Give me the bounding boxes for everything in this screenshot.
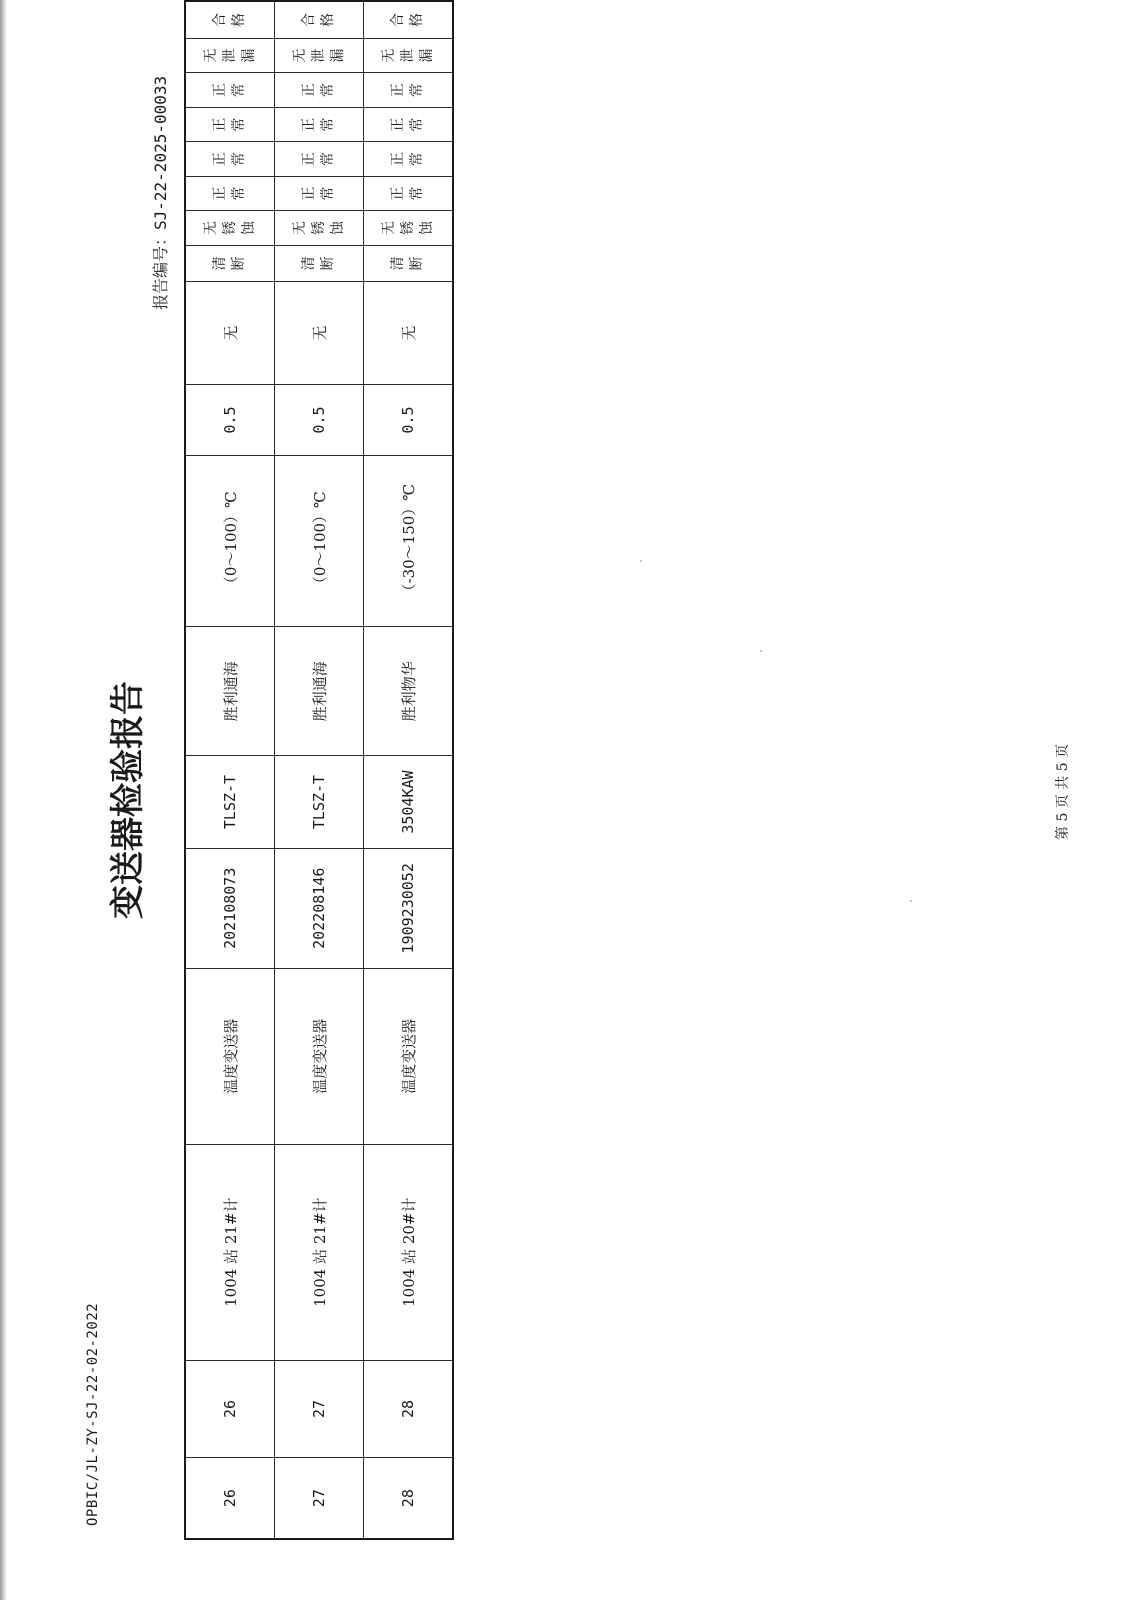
cell-seq-outer: 28 [364, 1458, 454, 1539]
form-code: OPBIC/JL-ZY-SJ-22-02-2022 [85, 1302, 101, 1526]
report-number-value: SJ-22-2025-00033 [151, 75, 170, 230]
cell-check: 正 常 [275, 142, 364, 176]
cell-check: 正 常 [364, 73, 454, 107]
cell-check: 正 常 [364, 107, 454, 141]
cell-serial: 1909230052 [364, 848, 454, 968]
cell-check: 正 常 [185, 107, 275, 141]
cell-manufacturer: 胜利物华 [364, 627, 454, 756]
page-number: 第 5 页 共 5 页 [1055, 743, 1071, 840]
cell-conclusion: 合 格 [275, 1, 364, 38]
cell-seq-inner: 28 [364, 1360, 454, 1458]
table-row [185, 1, 275, 1539]
report-number [148, 76, 171, 310]
cell-conclusion: 合 格 [185, 1, 275, 38]
cell-serial: 202108073 [185, 848, 275, 968]
cell-check: 正 常 [185, 176, 275, 210]
cell-damage: 无 [275, 282, 364, 385]
report-title: 变送器检验报告 [108, 681, 148, 919]
cell-check: 正 常 [275, 107, 364, 141]
cell-damage: 无 [185, 282, 275, 385]
cell-range: （0～100）℃ [185, 455, 275, 627]
cell-serial: 202208146 [275, 848, 364, 968]
cell-device: 温度变送器 [275, 968, 364, 1144]
cell-conclusion: 合 格 [364, 1, 454, 38]
cell-leak: 无 泄 漏 [185, 38, 275, 72]
cell-manufacturer: 胜利通海 [185, 627, 275, 756]
cell-nameplate: 清 断 [364, 245, 454, 281]
report-number-label: 报告编号： [151, 229, 170, 310]
cell-nameplate: 清 断 [185, 245, 275, 281]
cell-leak: 无 泄 漏 [364, 38, 454, 72]
cell-check: 正 常 [275, 176, 364, 210]
cell-location: 1004 站 21#计 [275, 1144, 364, 1360]
cell-check: 正 常 [364, 176, 454, 210]
cell-seq-outer: 27 [275, 1458, 364, 1539]
cell-range: （-30～150）℃ [364, 455, 454, 627]
cell-check: 正 常 [185, 73, 275, 107]
table-row [275, 1, 364, 1539]
cell-seq-outer: 26 [185, 1458, 275, 1539]
cell-accuracy: 0.5 [364, 385, 454, 456]
cell-check: 正 常 [364, 142, 454, 176]
cell-check: 正 常 [275, 73, 364, 107]
cell-device: 温度变送器 [185, 968, 275, 1144]
cell-damage: 无 [364, 282, 454, 385]
inspection-table [184, 0, 454, 1540]
cell-model: TLSZ-T [275, 756, 364, 849]
cell-nameplate: 清 断 [275, 245, 364, 281]
cell-accuracy: 0.5 [275, 385, 364, 456]
cell-seq-inner: 27 [275, 1360, 364, 1458]
cell-check: 正 常 [185, 142, 275, 176]
cell-range: （0～100）℃ [275, 455, 364, 627]
cell-corrosion: 无 锈 蚀 [364, 211, 454, 245]
cell-accuracy: 0.5 [185, 385, 275, 456]
cell-model: 3504KAW [364, 756, 454, 849]
cell-device: 温度变送器 [364, 968, 454, 1144]
cell-manufacturer: 胜利通海 [275, 627, 364, 756]
cell-corrosion: 无 锈 蚀 [185, 211, 275, 245]
cell-seq-inner: 26 [185, 1360, 275, 1458]
cell-location: 1004 站 21#计 [185, 1144, 275, 1360]
cell-leak: 无 泄 漏 [275, 38, 364, 72]
cell-location: 1004 站 20#计 [364, 1144, 454, 1360]
cell-model: TLSZ-T [185, 756, 275, 849]
table-row [364, 1, 454, 1539]
cell-corrosion: 无 锈 蚀 [275, 211, 364, 245]
